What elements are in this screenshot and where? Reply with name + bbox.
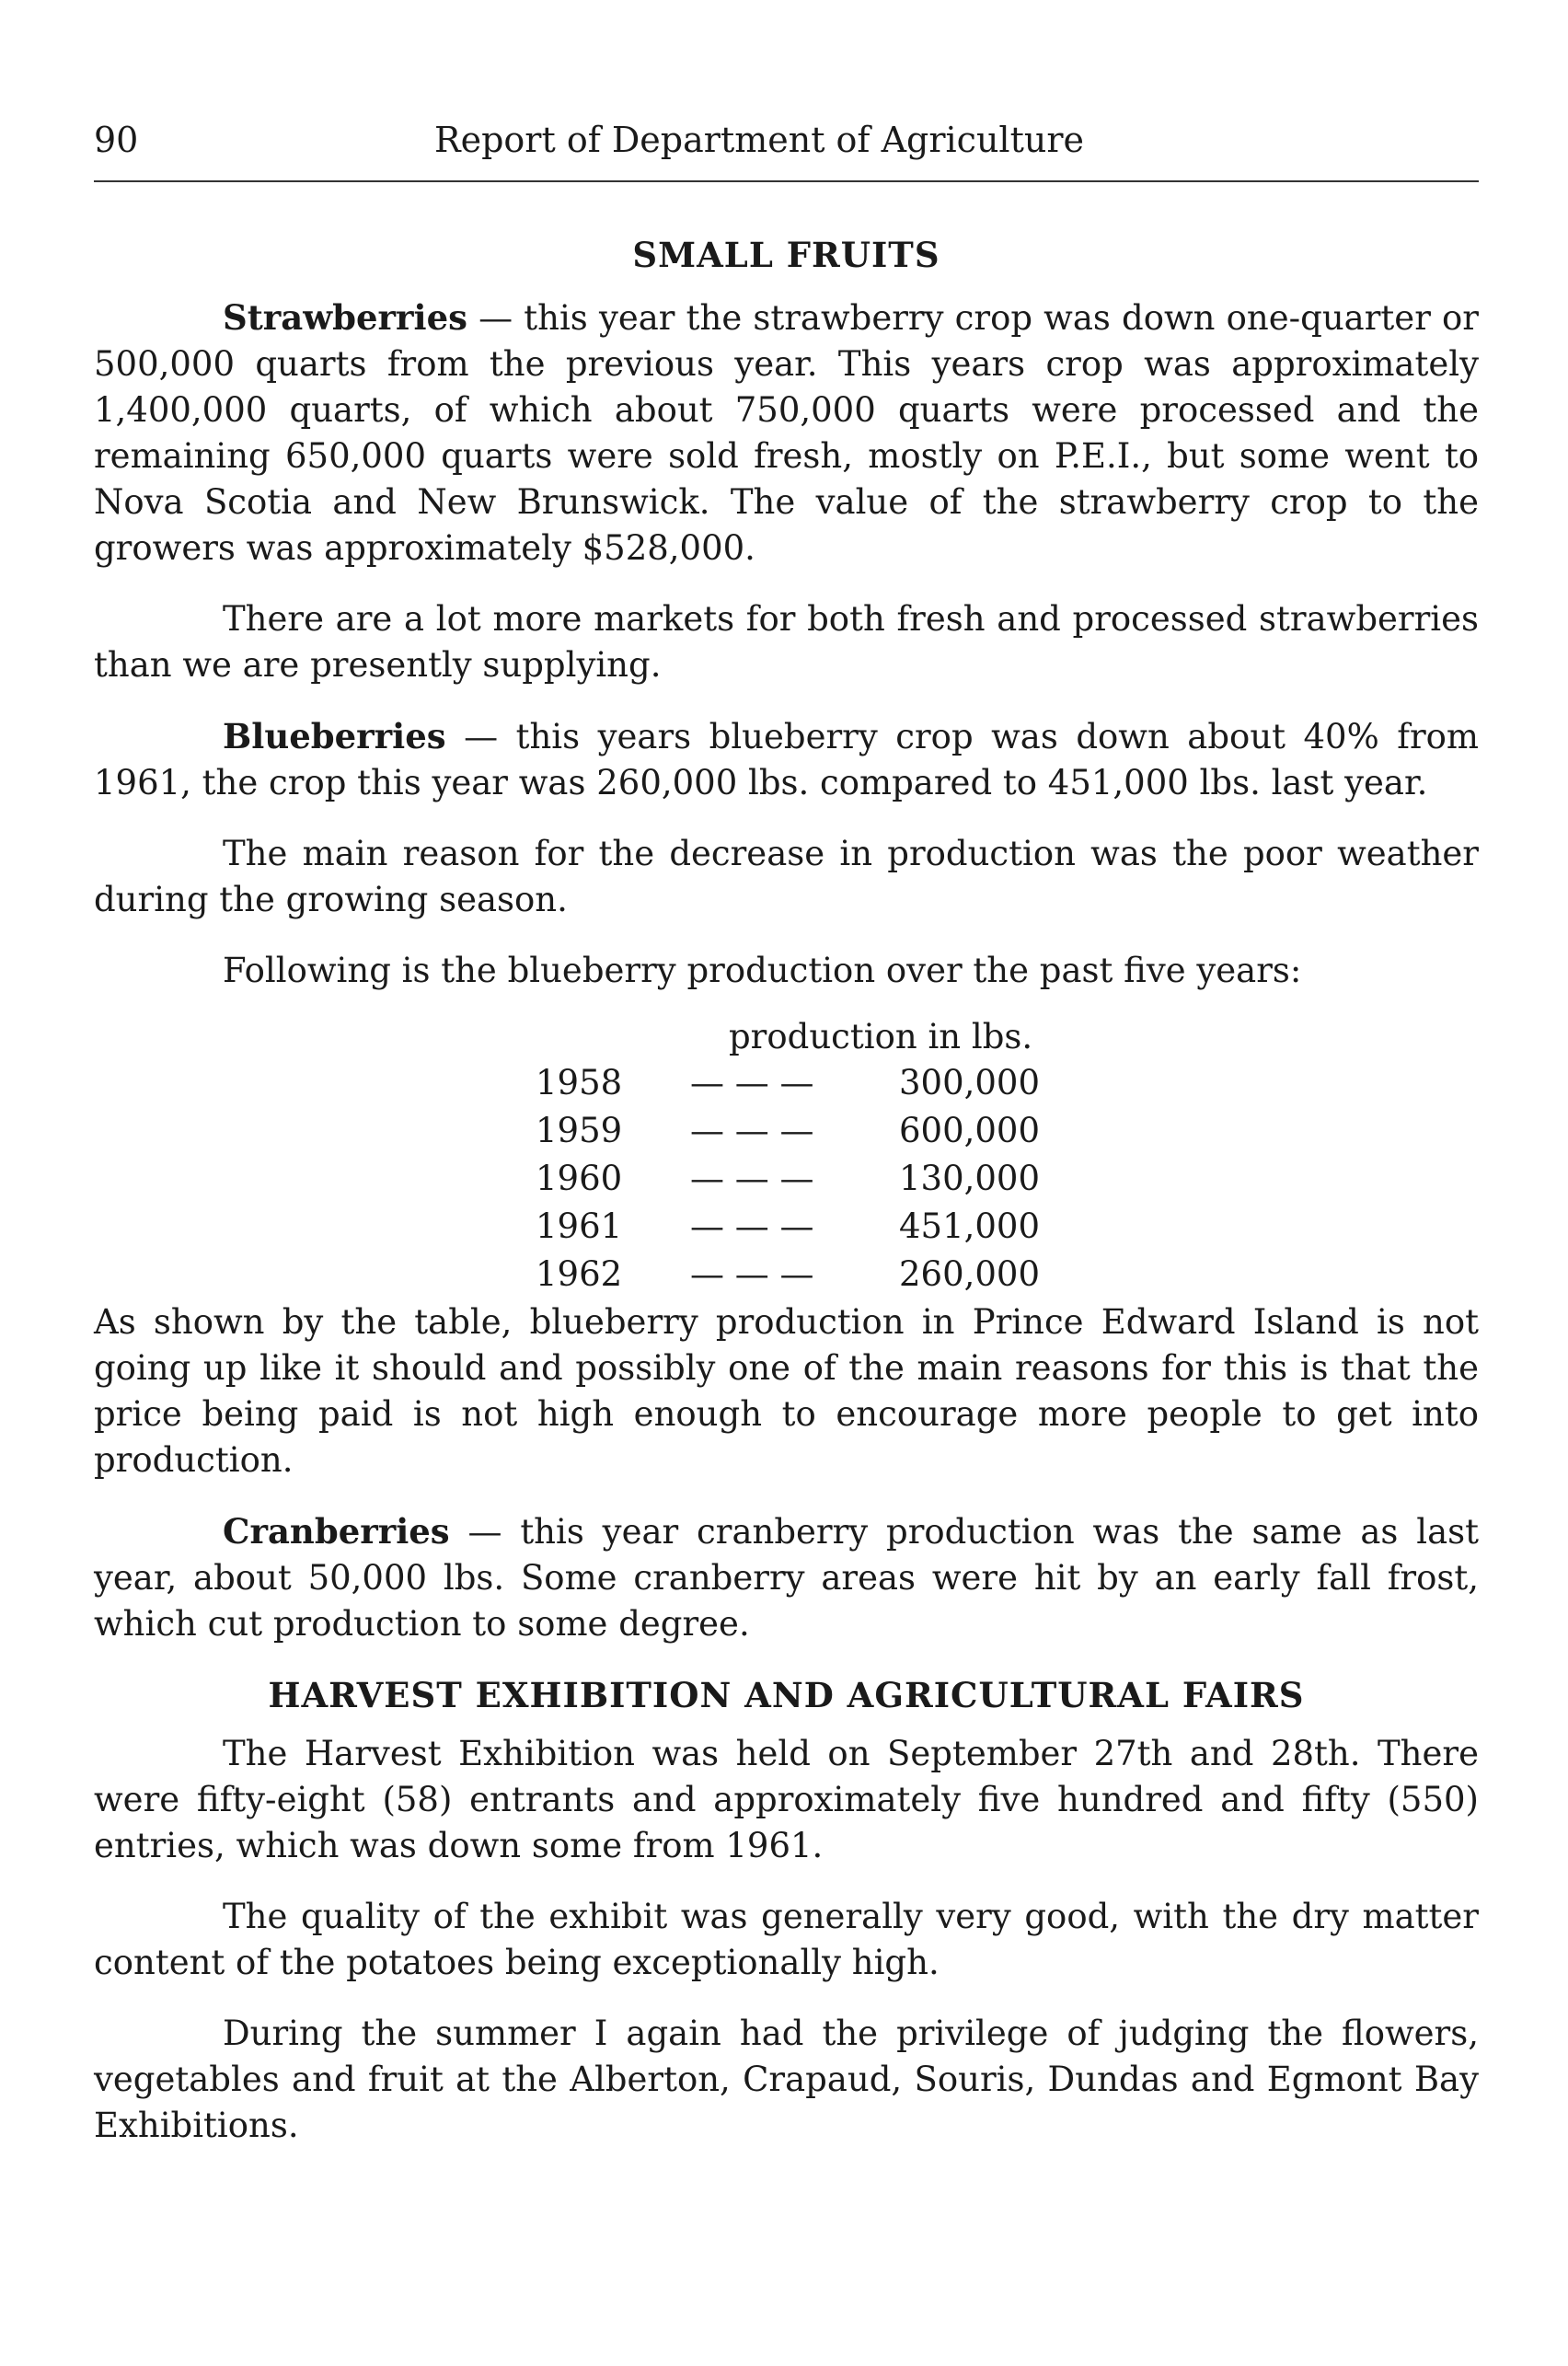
- page-header: [94, 120, 1479, 175]
- paragraph-harvest-1: The Harvest Exhibition was held on September 27th and 28th. There were fifty-eight (58) entrants and approximately five hundred and fifty (550) entries, which was down some from 1961.: [94, 1734, 1479, 1865]
- row-value: 260,000: [899, 1254, 1041, 1294]
- paragraph-as-shown: As shown by the table, blueberry production in Prince Edward Island is not going up like it should and possibly one of the main reasons for this is that the price being paid is not high enough to encourage more people to get into production.: [94, 1302, 1479, 1480]
- row-dash: — — —: [690, 1063, 814, 1102]
- blueberry-production-table: [94, 1014, 1479, 1299]
- row-value: 451,000: [899, 1206, 1041, 1246]
- running-head: Report of Department of Agriculture: [434, 120, 1084, 160]
- paragraph-blueberries: [94, 713, 1479, 806]
- table-row: [94, 1204, 1479, 1252]
- paragraph-strawberries: [94, 294, 1479, 571]
- row-year: 1962: [536, 1254, 623, 1294]
- table-row: [94, 1108, 1479, 1156]
- table-row: [94, 1156, 1479, 1204]
- lead-cranberries: Cranberries: [223, 1511, 450, 1552]
- section-title-small-fruits: SMALL FRUITS: [632, 235, 940, 275]
- header-rule: [94, 180, 1479, 182]
- text-cranberries: — this year cranberry production was the same as last year, about 50,000 lbs. Some cranberry areas were hit by an early fall frost, which cut production to some degree.: [94, 1512, 1479, 1644]
- lead-strawberries: Strawberries: [223, 297, 467, 338]
- section-title-harvest-exhibition: HARVEST EXHIBITION AND AGRICULTURAL FAIRS: [268, 1675, 1305, 1715]
- text-blueberries: — this years blueberry crop was down about 40% from 1961, the crop this year was 260,000 lbs. compared to 451,000 lbs. last year.: [94, 717, 1479, 802]
- row-year: 1959: [536, 1111, 623, 1150]
- lead-blueberries: Blueberries: [223, 716, 446, 756]
- row-dash: — — —: [690, 1111, 814, 1150]
- paragraph-following: Following is the blueberry production over the past five years:: [223, 951, 1302, 990]
- row-year: 1958: [536, 1063, 623, 1102]
- row-year: 1961: [536, 1206, 623, 1246]
- paragraph-markets: There are a lot more markets for both fresh and processed strawberries than we are presently supplying.: [94, 599, 1479, 685]
- paragraph-cranberries: [94, 1508, 1479, 1647]
- page-number: 90: [94, 120, 139, 160]
- paragraph-reason: The main reason for the decrease in production was the poor weather during the growing season.: [94, 834, 1479, 919]
- row-dash: — — —: [690, 1159, 814, 1198]
- table-column-header: production in lbs.: [729, 1017, 1033, 1056]
- row-value: 130,000: [899, 1159, 1041, 1198]
- row-year: 1960: [536, 1159, 623, 1198]
- row-dash: — — —: [690, 1254, 814, 1294]
- text-strawberries: — this year the strawberry crop was down one-quarter or 500,000 quarts from the previous year. This years crop was approximately 1,400,000 quarts, of which about 750,000 quarts were processed and the remaining 650,000 quarts were sold fresh, mostly on P.E.I., but some went to Nova Scotia and New Brunswick. The value of the strawberry crop to the growers was approximately $528,000.: [94, 298, 1479, 568]
- table-row: [94, 1252, 1479, 1299]
- page-body: [94, 232, 1479, 2174]
- table-header: [94, 1014, 1479, 1060]
- row-value: 300,000: [899, 1063, 1041, 1102]
- row-value: 600,000: [899, 1111, 1041, 1150]
- paragraph-harvest-3: During the summer I again had the privilege of judging the flowers, vegetables and fruit at the Alberton, Crapaud, Souris, Dundas and Egmont Bay Exhibitions.: [94, 2014, 1479, 2145]
- paragraph-harvest-2: The quality of the exhibit was generally very good, with the dry matter content of the potatoes being exceptionally high.: [94, 1897, 1479, 1982]
- row-dash: — — —: [690, 1206, 814, 1246]
- table-row: [94, 1060, 1479, 1108]
